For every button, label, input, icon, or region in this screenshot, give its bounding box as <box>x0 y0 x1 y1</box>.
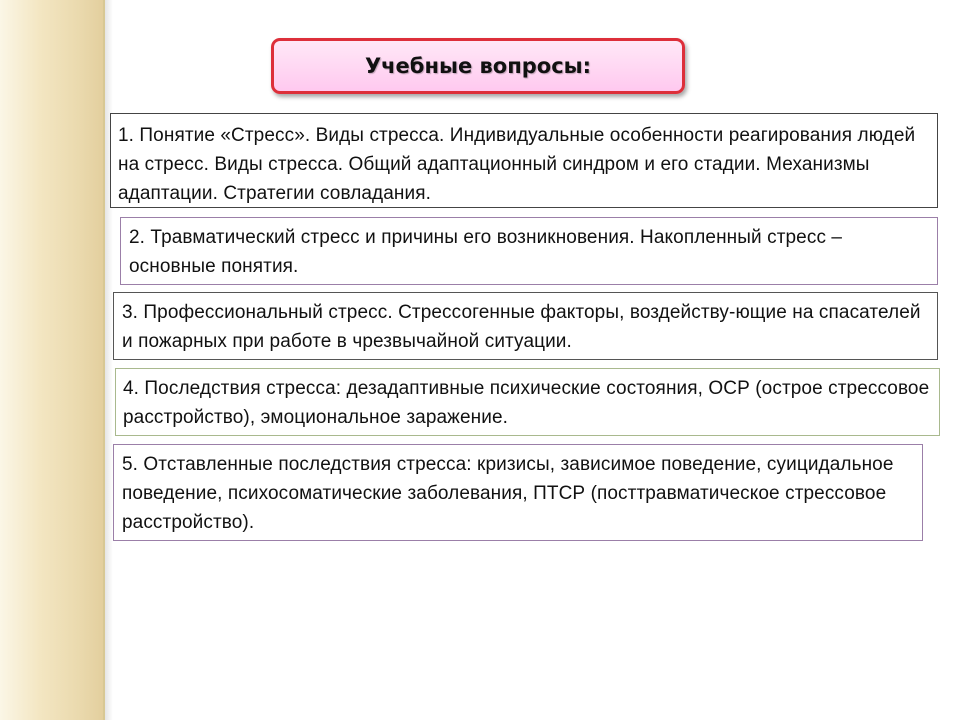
question-box-3: 3. Профессиональный стресс. Стрессогенные факторы, воздейству-ющие на спасателей и пожарных при работе в чрезвычайной ситуации. <box>113 292 938 360</box>
side-decoration-panel <box>0 0 105 720</box>
question-box-4: 4. Последствия стресса: дезадаптивные психические состояния, ОСР (острое стрессовое расстройство), эмоциональное заражение. <box>115 368 940 436</box>
page-title: Учебные вопросы: <box>364 54 592 78</box>
title-banner <box>271 38 685 94</box>
question-box-5: 5. Отставленные последствия стресса: кризисы, зависимое поведение, суицидальное поведение, психосоматические заболевания, ПТСР (посттравматическое стрессовое расстройство). <box>113 444 923 541</box>
question-box-1: 1. Понятие «Стресс». Виды стресса. Индивидуальные особенности реагирования людей на стресс. Виды стресса. Общий адаптационный синдром и его стадии. Механизмы адаптации. Стратегии совладания. <box>110 113 938 208</box>
question-box-2: 2. Травматический стресс и причины его возникновения. Накопленный стресс – основные понятия. <box>120 217 938 285</box>
side-panel-shadow <box>105 0 113 720</box>
